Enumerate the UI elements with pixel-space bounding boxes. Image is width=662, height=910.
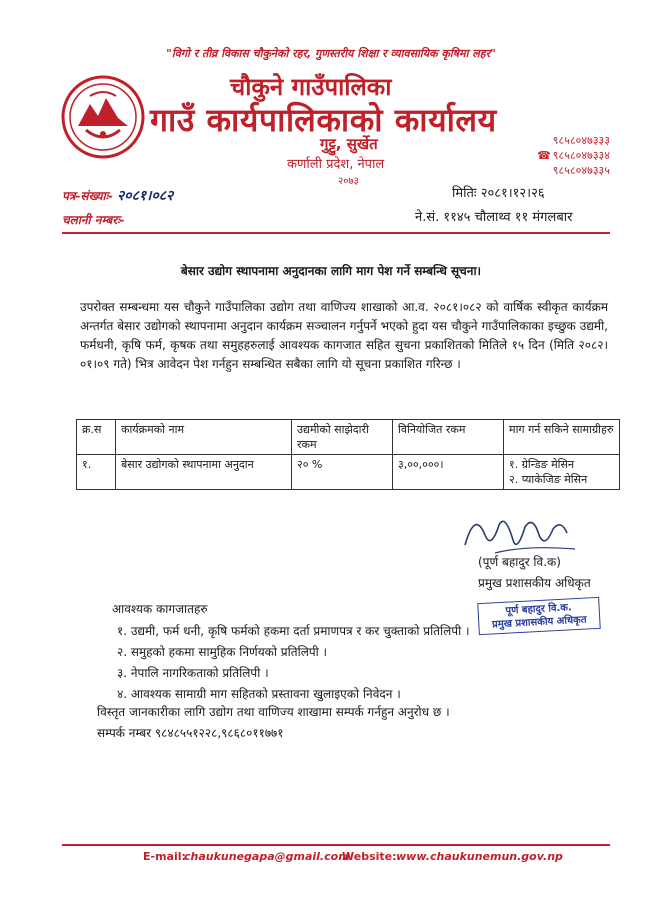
phone-number: ९८५८०४७३३५ <box>552 164 610 177</box>
stamp-name: पूर्ण बहादुर वि.क. <box>505 602 573 617</box>
column-header: कार्यक्रमको नाम <box>116 420 292 455</box>
cell-sn: १. <box>77 455 116 490</box>
phone-block <box>510 133 610 178</box>
date-line <box>452 183 545 201</box>
info-note: विस्तृत जानकारीका लागि उद्योग तथा वाणिज्य शाखामा सम्पर्क गर्नहुन अनुरोध छ । <box>97 705 450 719</box>
cell-share: २० % <box>292 455 393 490</box>
footer-divider <box>62 844 610 846</box>
phone-number: ९८५८०४७३३४ <box>552 149 610 162</box>
phone-icon: ☎ <box>537 149 551 162</box>
cell-program-name: बेसार उद्योगको स्थापनामा अनुदान <box>116 455 292 490</box>
website-link[interactable]: www.chaukunemun.gov.np <box>396 850 563 863</box>
address-line-1: गुट्टु, सुर्खेत <box>320 135 378 153</box>
stamp-title: प्रमुख प्रशासकीय अधिकृत <box>491 614 587 631</box>
item-entry: १. ग्रेन्डिङ मेसिन <box>509 458 575 471</box>
table-header-row <box>77 420 620 455</box>
item-entry: २. प्याकेजिङ मेसिन <box>509 473 588 486</box>
list-item: ३. नेपालि नागरिकताको प्रतिलिपी । <box>117 666 269 680</box>
patra-label: पत्र-संख्याः- <box>62 189 114 203</box>
address-line-2: कर्णाली प्रदेश, नेपाल <box>287 157 385 172</box>
motto: "विगो र तीव्र विकास चौकुनेको रहर, गुणस्तरीय शिक्षा र व्यावसायिक कृषिमा लहर" <box>166 47 496 60</box>
chalani-number: चलानी नम्बरः- <box>62 213 125 227</box>
date-label: मितिः <box>452 186 477 201</box>
signatory-name: (पूर्ण बहादुर वि.क) <box>478 555 561 569</box>
docs-list <box>117 621 470 705</box>
table-row <box>77 455 620 490</box>
website-label: Website: <box>342 850 397 863</box>
office-name: चौकुने गाउँपालिका <box>230 73 392 101</box>
patra-sankhya <box>62 186 173 205</box>
cell-amount: ३,००,०००। <box>393 455 504 490</box>
program-table <box>76 419 620 490</box>
phone-number: ९८५८०४७३३३ <box>552 134 610 147</box>
signatory-title: प्रमुख प्रशासकीय अधिकृत <box>478 576 591 590</box>
column-header: विनियोजित रकम <box>393 420 504 455</box>
header-divider <box>62 232 610 234</box>
phone-number-row <box>510 148 610 163</box>
official-stamp <box>477 597 601 635</box>
list-item: १. उद्यमी, फर्म धनी, कृषि फर्मको हकमा दर्ता प्रमाणपत्र र कर चुक्ताको प्रतिलिपी । <box>117 624 470 638</box>
subject: बेसार उद्योग स्थापनामा अनुदानका लागि माग पेश गर्ने सम्बन्धि सूचना। <box>180 264 482 278</box>
nepal-samvat-date: ने.सं. ११४५ चौलाथ्व ११ मंगलबार <box>415 210 573 225</box>
patra-value: २०८१।०८२ <box>117 188 174 204</box>
office-title: गाउँ कार्यपालिकाको कार्यालय <box>150 101 497 139</box>
email-label: E-mail: <box>143 850 186 863</box>
column-header: क्र.स <box>77 420 116 455</box>
column-header: उद्यमीको साझेदारी रकम <box>292 420 393 455</box>
contact-numbers: सम्पर्क नम्बर ९८४८५५१२२८,९८६८०११७७१ <box>97 726 284 740</box>
notice-body: उपरोक्त सम्बन्धमा यस चौकुने गाउँपालिका उद्योग तथा वाणिज्य शाखाको आ.व. २०८१।०८२ को वार्षिक स्वीकृत कार्यक्रम अन्तर्गत बेसार उद्योगको स्थापनामा अनुदान कार्यक्रम सञ्चालन गर्नुपर्ने भएको हुदा यस चौकुने गाउँपालिकाका इच्छुक उद्यमी, फर्मधनी, कृषि फर्म, कृषक तथा समुहहरुलाई आवश्यक कागजात सहित सुचना प्रकाशितको मितिले १५ दिन (मिति २०८२।०१।०९ गते) भित्र आवेदन पेश गर्नहुन सम्बन्धित सबैका लागि यो सूचना प्रकाशित गरिन्छ । <box>80 300 608 371</box>
email-link[interactable]: chaukunegapa@gmail.com <box>184 850 350 863</box>
column-header: माग गर्न सकिने सामाग्रीहरु <box>504 420 620 455</box>
docs-heading: आवश्यक कागजातहरु <box>112 602 208 616</box>
list-item: ४. आवश्यक सामाग्री माग सहितको प्रस्तावना खुलाइएको निवेदन । <box>117 687 401 701</box>
date-value: २०८१।१२।२६ <box>480 186 545 201</box>
cell-items <box>504 455 620 490</box>
list-item: २. समुहको हकमा सामुहिक निर्णयको प्रतिलिपी । <box>117 645 328 659</box>
nepal-emblem-logo <box>60 74 146 160</box>
established-year: २०७३ <box>338 176 359 187</box>
